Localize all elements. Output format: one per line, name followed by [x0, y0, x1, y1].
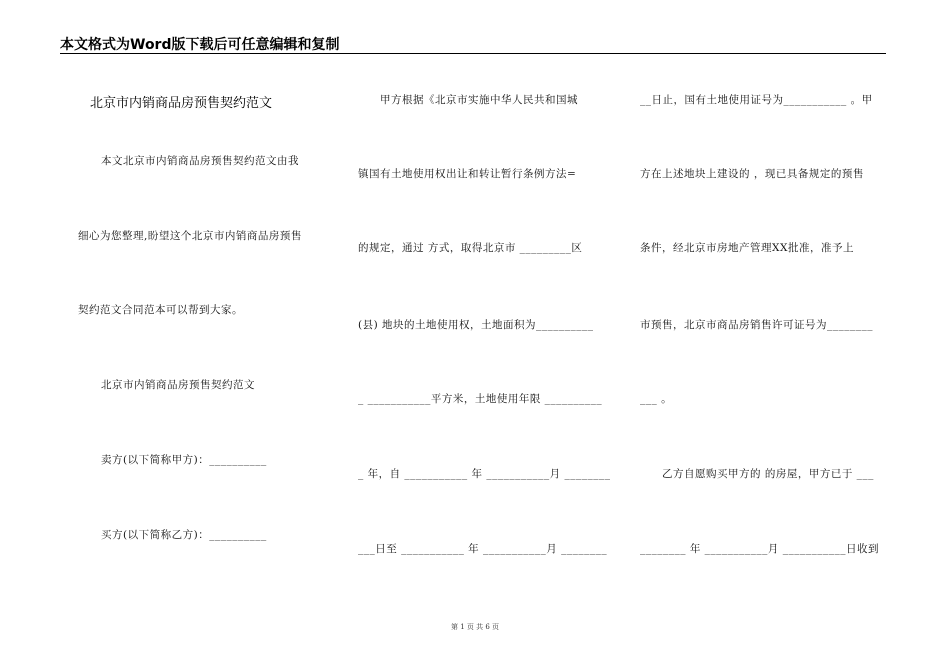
column1-line: 买方(以下简称乙方)：__________	[101, 529, 267, 541]
column2-line: (县) 地块的土地使用权，土地面积为__________	[358, 319, 594, 331]
column1-line: 卖方(以下简称甲方)：__________	[101, 454, 267, 466]
column1-line: 细心为您整理,盼望这个北京市内销商品房预售	[78, 230, 302, 242]
column3-line: 条件，经北京市房地产管理XX批准，准予上	[640, 242, 854, 254]
column1-line: 北京市内销商品房预售契约范文	[101, 379, 255, 391]
column3-line: 方在上述地块上建设的 ，现已具备规定的预售	[640, 168, 864, 180]
column3-line: __日止，国有土地使用证号为___________ 。甲	[640, 94, 873, 106]
header-title: 本文格式为Word版下载后可任意编辑和复制	[60, 37, 340, 53]
column3-line: 市预售，北京市商品房销售许可证号为________	[640, 319, 873, 331]
header-divider	[60, 53, 886, 54]
column2-line: 甲方根据《北京市实施中华人民共和国城	[380, 94, 578, 106]
column2-line: 的规定，通过 方式，取得北京市 _________区	[358, 242, 583, 254]
column2-line: 镇国有土地使用权出让和转让暂行条例方法=	[358, 168, 577, 180]
column3-line: ___ 。	[640, 393, 673, 405]
column3-line: 乙方自愿购买甲方的 的房屋，甲方已于 ___	[662, 468, 874, 480]
document-title: 北京市内销商品房预售契约范文	[90, 96, 273, 111]
column3-line: ________ 年 ___________月 ___________日收到	[640, 543, 880, 555]
column2-line: _ ___________平方米，土地使用年限 __________	[358, 393, 603, 405]
column1-line: 契约范文合同范本可以帮到大家。	[78, 304, 243, 316]
column2-line: _ 年，自 ___________ 年 ___________月 ________	[358, 468, 611, 480]
column2-line: ___日至 ___________ 年 ___________月 ________	[358, 543, 608, 555]
column1-line: 本文北京市内销商品房预售契约范文由我	[101, 155, 299, 167]
page-number: 第 1 页 共 6 页	[450, 623, 500, 631]
